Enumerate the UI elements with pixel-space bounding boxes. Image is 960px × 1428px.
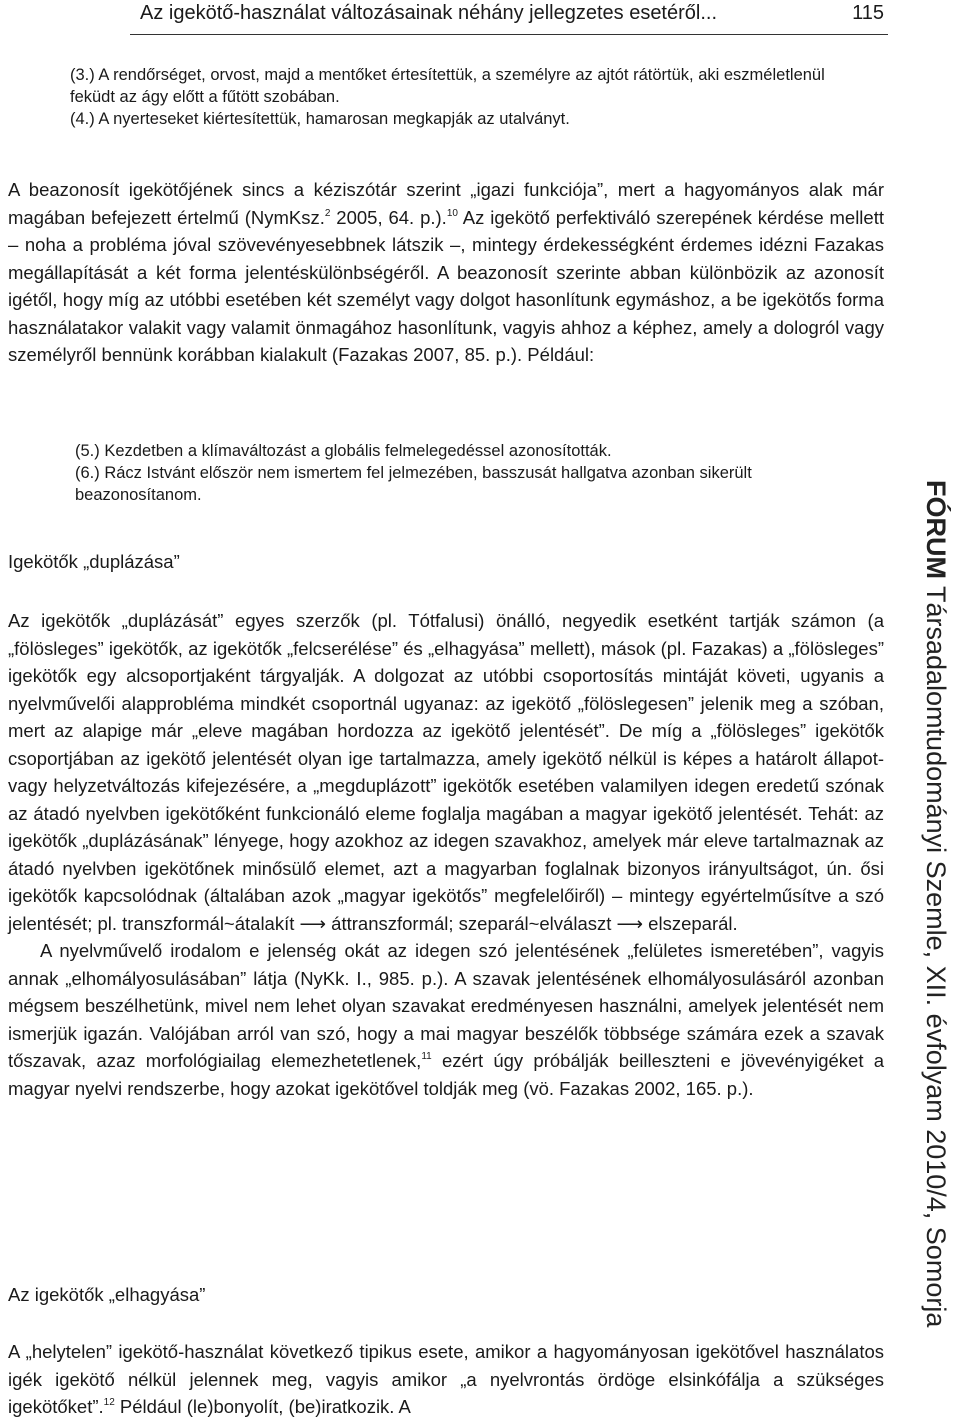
para1-text-a: A beazonosít igekötőjének sincs a kéziszótár szerint „igazi funkciója”, mert a hagyományos alak már magában befejezett értelmű (NymKsz.	[8, 179, 884, 228]
footnote-ref-10: 10	[446, 207, 458, 219]
para1-text-b: 2005, 64. p.).	[330, 206, 447, 228]
running-header	[130, 0, 888, 35]
footnote-ref-2: 2	[324, 207, 331, 219]
example-6: (6.) Rácz Istvánt először nem ismertem fel jelmezében, basszusát hallgatva azonban sikerült beazonosítanom.	[75, 464, 752, 504]
para3-text-a: A „helytelen” igekötő-használat következő tipikus esete, amikor a hagyományosan igekötővel használatos igék igekötő nélkül jelennek meg, vagyis amikor „a nyelvrontás ördöge elsinkófálja a szükséges igekötőket”.	[8, 1341, 884, 1417]
paragraph-duplazas	[8, 607, 884, 1102]
footnote-ref-12: 12	[103, 1397, 115, 1408]
para2-text: Az igekötők „duplázását” egyes szerzők (pl. Tótfalusi) önálló, negyedik esetként tartják számon (a „fölösleges” igekötők, az igekötők „felcserélése” és „elhagyása” mellett), mások (pl. Fazakas) a „fölösleges” igekötők egy alcsoportjaként tárgyalják. A dolgozat az utóbbi csoportosítás mintáját követi, ugyanis a nyelvművelői alapprobléma mindkét csoportnál ugyanaz: az igekötő „fölöslegesen” jelenik meg a szóban, mert az alapige már „eleve magában hordozza az igekötő jelentését”. De míg a „fölösleges” igekötők csoportjában az igekötő jelentését olyan ige tartalmazza, amely igekötő nélkül is képes a határolt állapot- vagy helyzetváltozás kifejezésére, a „megduplázott” igekötők esetében valamilyen idegen eredetű szónak az átadó nyelvben igekötőként funkcionáló eleme foglalja magában a magyar igekötő jelentését. Tehát: az igekötők „duplázásának” lényege, hogy azokhoz az idegen szavakhoz, amelyek már eleve tartalmaznak az átadó nyelvben igekötőnek minősülő elemet, azt a magyarban foglalnak bizonyos irányultságot, ún. ősi igekötők kapcsolódnak (általában azok „magyar igekötős” megfelelőiről) – mintegy egyértelműsítve a szó jelentését; pl. transzformál~átalakít ⟶ áttranszformál; szeparál~elválaszt ⟶ elszeparál.	[8, 610, 884, 934]
example-5: (5.) Kezdetben a klímaváltozást a globális felmelegedéssel azonosították.	[75, 442, 612, 460]
footnote-ref-11: 11	[421, 1051, 432, 1062]
para2b-text-a: A nyelvművelő irodalom e jelenség okát az idegen szó jelentésének „felületes ismeretében”, vagyis annak „elhomályosulásában” látja (NyKk. I., 985. p.). A szavak jelentésének elhomályosulásáról azonban mégsem beszélhetünk, mivel nem lehet olyan szavakat eredményesen használni, amelyek jelentését nem ismerjük igazán. Valójában arról van szó, hogy a mai magyar beszélők többsége számára ezek a szavak tőszavak, azaz morfológiailag elemezhetetlenek,	[8, 940, 884, 1071]
para2b-text-b: ezért úgy próbálják beilleszteni e jövevényigéket a magyar nyelvi rendszerbe, hogy azokat igekötővel toldják meg (vö. Fazakas 2002, 165. p.).	[8, 1050, 884, 1099]
subheading-duplazas: Igekötők „duplázása”	[8, 551, 180, 572]
paragraph-elhagyas	[8, 1338, 884, 1421]
running-title: Az igekötő-használat változásainak néhány jellegzetes esetéről...	[140, 2, 718, 24]
example-3: (3.) A rendőrséget, orvost, majd a mentőket értesítettük, a személyre az ajtót rátörtük, aki eszméletlenül feküdt az ágy előtt a fűtött szobában.	[70, 66, 825, 106]
example-block-top	[70, 64, 830, 130]
journal-name-bold: FÓRUM	[921, 480, 951, 579]
paragraph-beazonosit	[8, 176, 884, 369]
journal-sidebar	[914, 480, 958, 1428]
example-block-mid	[75, 440, 815, 506]
para1-text-c: Az igekötő perfektiváló szerepének kérdése mellett – noha a probléma jóval szövevényesebbnek látszik –, mintegy érdekességként érdemes idézni Fazakas megállapítását a két forma jelentéskülönbségéről. A beazonosít szerinte abban különbözik az azonosít igétől, hogy míg az utóbbi esetében két személyt vagy dolgot hasonlítunk egymáshoz, a be igekötős forma használatakor valakit vagy valamit önmagához hasonlítunk, vagyis ahhoz a képhez, amely a dologról vagy személyről bennünk korábban kialakult (Fazakas 2007, 85. p.). Például:	[8, 206, 884, 365]
example-4: (4.) A nyerteseket kiértesítettük, hamarosan megkapják az utalványt.	[70, 110, 570, 128]
para3-text-b: Például (le)bonyolít, (be)iratkozik. A	[114, 1396, 411, 1417]
page-number: 115	[852, 2, 884, 24]
subheading-elhagyas: Az igekötők „elhagyása”	[8, 1284, 206, 1305]
journal-info: Társadalomtudományi Szemle, XII. évfolyam 2010/4, Somorja	[921, 578, 951, 1328]
